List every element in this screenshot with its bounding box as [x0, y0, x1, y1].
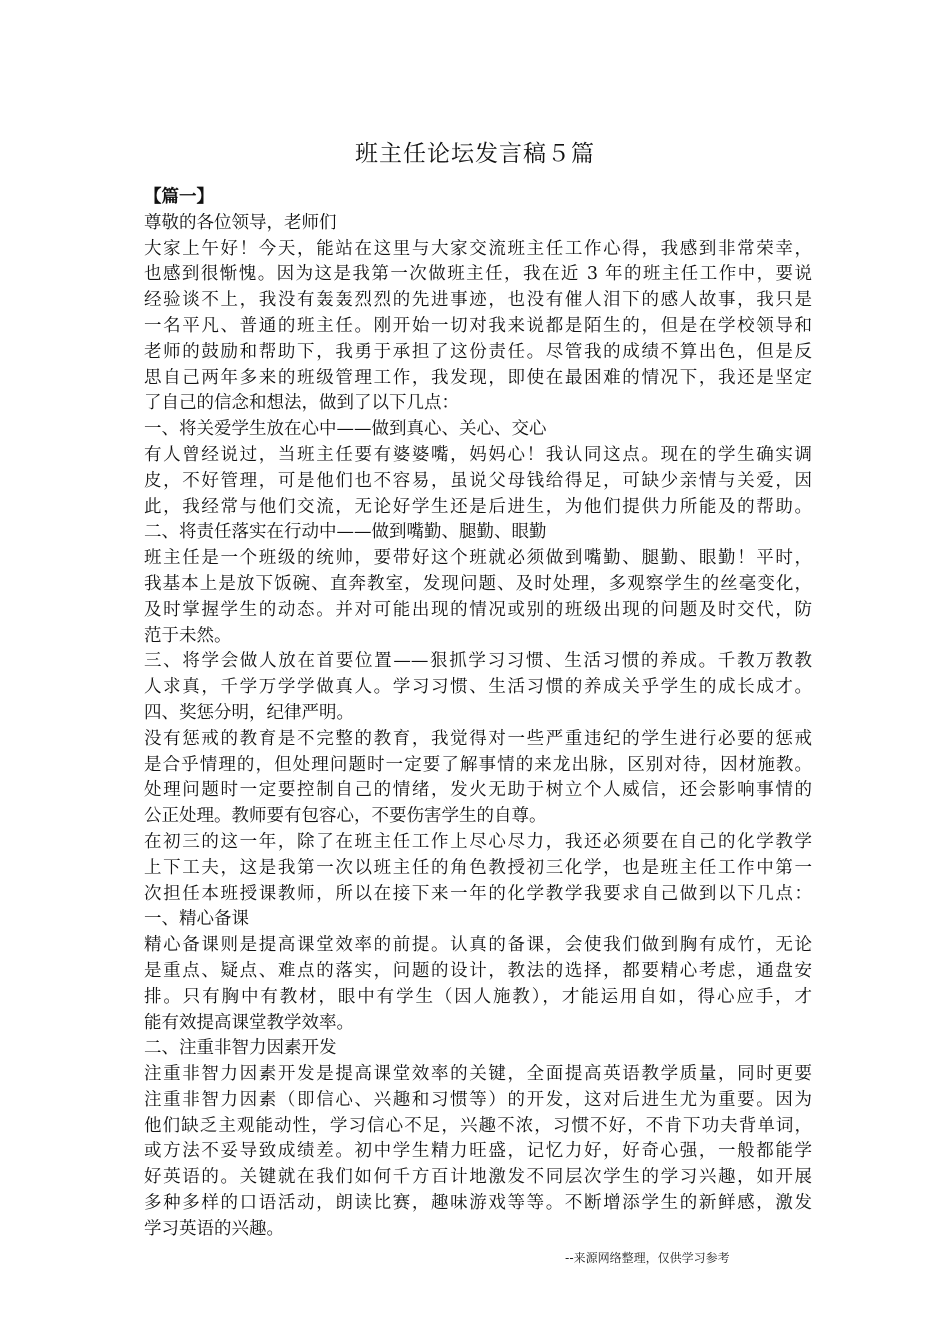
text-line: 此，我经常与他们交流，无论好学生还是后进生，为他们提供力所能及的帮助。 [144, 496, 812, 517]
text-line: 精心备课则是提高课堂效率的前提。认真的备课，会使我们做到胸有成竹，无论 [144, 935, 812, 956]
text-line: 一、将关爱学生放在心中——做到真心、关心、交心 [144, 419, 547, 440]
text-line: 处理问题时一定要控制自己的情绪，发火无助于树立个人威信，还会影响事情的 [144, 780, 812, 801]
text-line: 二、将责任落实在行动中——做到嘴勤、腿勤、眼勤 [144, 522, 547, 543]
text-line: 范于未然。 [144, 625, 232, 646]
text-line: 四、奖惩分明，纪律严明。 [144, 702, 354, 723]
text-line: 大家上午好！今天，能站在这里与大家交流班主任工作心得，我感到非常荣幸， [144, 238, 812, 259]
text-line: 一、精心备课 [144, 909, 249, 930]
text-line: 班主任是一个班级的统帅，要带好这个班就必须做到嘴勤、腿勤、眼勤！平时， [144, 548, 812, 569]
document-title: 班主任论坛发言稿５篇 [355, 141, 595, 167]
text-line: 是重点、疑点、难点的落实，问题的设计，教法的选择，都要精心考虑，通盘安 [144, 960, 812, 981]
footer-note: --来源网络整理，仅供学习参考 [565, 1251, 730, 1265]
text-line: 注重非智力因素（即信心、兴趣和习惯等）的开发，这对后进生尤为重要。因为 [144, 1089, 812, 1110]
text-line: 多种多样的口语活动，朗读比赛，趣味游戏等等。不断增添学生的新鲜感，激发 [144, 1193, 812, 1214]
text-line: 【篇一】 [144, 187, 214, 207]
text-line: 尊敬的各位领导，老师们 [144, 212, 337, 233]
text-line: 排。只有胸中有教材，眼中有学生（因人施教），才能运用自如，得心应手，才 [144, 986, 812, 1007]
text-line: 在初三的这一年，除了在班主任工作上尽心尽力，我还必须要在自己的化学教学 [144, 831, 812, 852]
text-line: 上下工夫，这是我第一次以班主任的角色教授初三化学，也是班主任工作中第一 [144, 857, 812, 878]
text-line: 有人曾经说过，当班主任要有婆婆嘴，妈妈心！我认同这点。现在的学生确实调 [144, 444, 812, 465]
document-body [144, 185, 812, 1243]
text-line: 经验谈不上，我没有轰轰烈烈的先进事迹，也没有催人泪下的感人故事，我只是 [144, 290, 812, 311]
text-line: 及时掌握学生的动态。并对可能出现的情况或别的班级出现的问题及时交代，防 [144, 599, 812, 620]
text-line: 我基本上是放下饭碗、直奔教室，发现问题、及时处理，多观察学生的丝毫变化， [144, 573, 812, 594]
text-line: 一名平凡、普通的班主任。刚开始一切对我来说都是陌生的，但是在学校领导和 [144, 315, 812, 336]
text-line: 是合乎情理的，但处理问题时一定要了解事情的来龙出脉，区别对待，因材施教。 [144, 754, 812, 775]
text-line: 二、注重非智力因素开发 [144, 1038, 337, 1059]
text-line: 公正处理。教师要有包容心，不要伤害学生的自尊。 [144, 806, 547, 827]
text-line: 能有效提高课堂教学效率。 [144, 1012, 354, 1033]
text-line: 老师的鼓励和帮助下，我勇于承担了这份责任。尽管我的成绩不算出色，但是反 [144, 341, 812, 362]
text-line: 学习英语的兴趣。 [144, 1218, 284, 1239]
text-line: 他们缺乏主观能动性，学习信心不足，兴趣不浓，习惯不好，不肯下功夫背单词， [144, 1115, 812, 1136]
text-line: 注重非智力因素开发是提高课堂效率的关键，全面提高英语教学质量，同时更要 [144, 1064, 812, 1085]
text-line: 或方法不妥导致成绩差。初中学生精力旺盛，记忆力好，好奇心强，一般都能学 [144, 1141, 812, 1162]
text-line: 也感到很惭愧。因为这是我第一次做班主任，我在近 3 年的班主任工作中，要说 [144, 264, 812, 285]
text-line: 没有惩戒的教育是不完整的教育，我觉得对一些严重违纪的学生进行必要的惩戒 [144, 728, 812, 749]
text-line: 思自己两年多来的班级管理工作，我发现，即使在最困难的情况下，我还是坚定 [144, 367, 812, 388]
text-line: 好英语的。关键就在我们如何千方百计地激发不同层次学生的学习兴趣，如开展 [144, 1167, 812, 1188]
text-line: 次担任本班授课教师，所以在接下来一年的化学教学我要求自己做到以下几点： [144, 883, 812, 904]
text-line: 三、将学会做人放在首要位置——狠抓学习习惯、生活习惯的养成。千教万教教 [144, 651, 812, 672]
text-line: 皮，不好管理，可是他们也不容易，虽说父母钱给得足，可缺少亲情与关爱，因 [144, 470, 812, 491]
text-line: 了自己的信念和想法，做到了以下几点： [144, 393, 459, 414]
text-line: 人求真，千学万学学做真人。学习习惯、生活习惯的养成关乎学生的成长成才。 [144, 677, 812, 698]
